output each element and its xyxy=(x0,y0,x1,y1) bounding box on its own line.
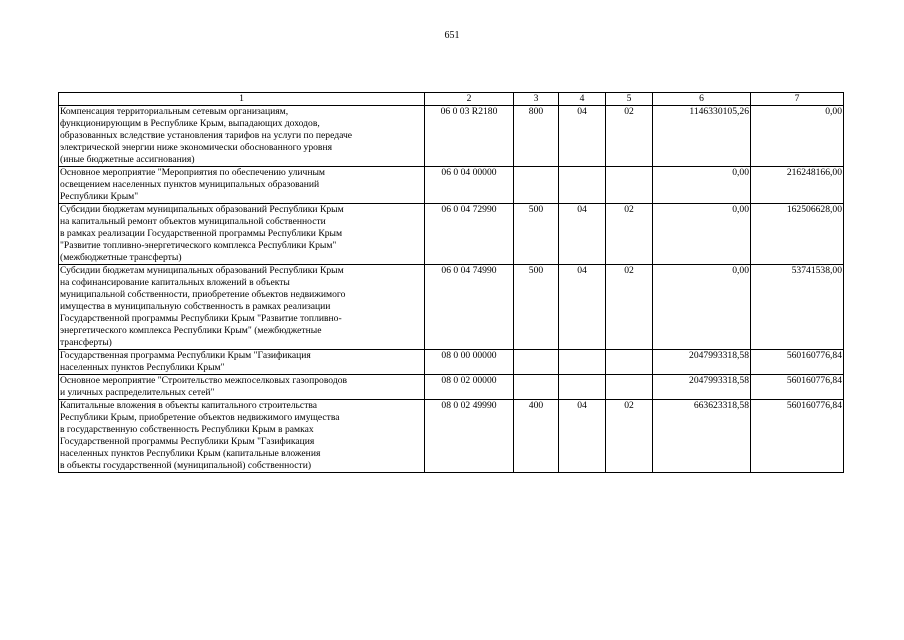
target-article-code: 06 0 04 74990 xyxy=(425,265,514,350)
section-code: 04 xyxy=(559,400,606,473)
table-row xyxy=(59,106,844,167)
expense-type-code: 500 xyxy=(514,204,559,265)
amount-column-6: 0,00 xyxy=(653,265,751,350)
target-article-code: 08 0 00 00000 xyxy=(425,350,514,375)
table-row xyxy=(59,400,844,473)
page-number: 651 xyxy=(444,30,460,41)
section-code: 04 xyxy=(559,265,606,350)
target-article-code: 08 0 02 00000 xyxy=(425,375,514,400)
column-header-6: 6 xyxy=(653,93,751,106)
target-article-code: 08 0 02 49990 xyxy=(425,400,514,473)
subsection-code: 02 xyxy=(606,400,653,473)
expense-type-code: 400 xyxy=(514,400,559,473)
amount-column-7: 162506628,00 xyxy=(751,204,844,265)
subsection-code xyxy=(606,350,653,375)
amount-column-7: 560160776,84 xyxy=(751,400,844,473)
amount-column-6: 0,00 xyxy=(653,204,751,265)
subsection-code: 02 xyxy=(606,106,653,167)
column-header-2: 2 xyxy=(425,93,514,106)
section-code: 04 xyxy=(559,106,606,167)
row-description: Субсидии бюджетам муниципальных образований Республики Крым на софинансирование капитальных вложений в объекты муниципальной собственности, приобретение объектов недвижимого имущества в муниципальную собственность в рамках реализации Государственной программы Республики Крым "Развитие топливно- энергетического комплекса Республики Крым" (межбюджетные трансферты) xyxy=(59,265,425,350)
amount-column-7: 216248166,00 xyxy=(751,167,844,204)
amount-column-6: 2047993318,58 xyxy=(653,375,751,400)
column-header-4: 4 xyxy=(559,93,606,106)
column-header-1: 1 xyxy=(59,93,425,106)
section-code: 04 xyxy=(559,204,606,265)
amount-column-7: 53741538,00 xyxy=(751,265,844,350)
column-header-5: 5 xyxy=(606,93,653,106)
row-description: Государственная программа Республики Крым "Газификация населенных пунктов Республики Крым" xyxy=(59,350,425,375)
target-article-code: 06 0 03 R2180 xyxy=(425,106,514,167)
row-description: Компенсация территориальным сетевым организациям, функционирующим в Республике Крым, выпадающих доходов, образованных вследствие установления тарифов на услуги по передаче электрической энергии ниже экономически обоснованного уровня (иные бюджетные ассигнования) xyxy=(59,106,425,167)
table-row xyxy=(59,350,844,375)
section-code xyxy=(559,375,606,400)
amount-column-6: 2047993318,58 xyxy=(653,350,751,375)
amount-column-6: 663623318,58 xyxy=(653,400,751,473)
table-row xyxy=(59,265,844,350)
expense-type-code: 800 xyxy=(514,106,559,167)
row-description: Основное мероприятие "Строительство межпоселковых газопроводов и уличных распределительных сетей" xyxy=(59,375,425,400)
amount-column-6: 1146330105,26 xyxy=(653,106,751,167)
header-row xyxy=(59,93,844,106)
subsection-code: 02 xyxy=(606,265,653,350)
amount-column-7: 560160776,84 xyxy=(751,350,844,375)
section-code xyxy=(559,167,606,204)
table-row xyxy=(59,375,844,400)
column-header-3: 3 xyxy=(514,93,559,106)
expense-type-code xyxy=(514,350,559,375)
subsection-code xyxy=(606,167,653,204)
amount-column-6: 0,00 xyxy=(653,167,751,204)
amount-column-7: 560160776,84 xyxy=(751,375,844,400)
subsection-code: 02 xyxy=(606,204,653,265)
column-header-7: 7 xyxy=(751,93,844,106)
row-description: Субсидии бюджетам муниципальных образований Республики Крым на капитальный ремонт объектов муниципальной собственности в рамках реализации Государственной программы Республики Крым "Развитие топливно-энергетического комплекса Республики Крым" (межбюджетные трансферты) xyxy=(59,204,425,265)
row-description: Основное мероприятие "Мероприятия по обеспечению уличным освещением населенных пунктов муниципальных образований Республики Крым" xyxy=(59,167,425,204)
expense-type-code xyxy=(514,375,559,400)
amount-column-7: 0,00 xyxy=(751,106,844,167)
row-description: Капитальные вложения в объекты капитального строительства Республики Крым, приобретение объектов недвижимого имущества в государственную собственность Республики Крым в рамках Государственной программы Республики Крым "Газификация населенных пунктов Республики Крым (капитальные вложения в объекты государственной (муниципальной) собственности) xyxy=(59,400,425,473)
expense-type-code: 500 xyxy=(514,265,559,350)
table-row xyxy=(59,204,844,265)
budget-table xyxy=(58,92,844,473)
target-article-code: 06 0 04 72990 xyxy=(425,204,514,265)
expense-type-code xyxy=(514,167,559,204)
subsection-code xyxy=(606,375,653,400)
target-article-code: 06 0 04 00000 xyxy=(425,167,514,204)
section-code xyxy=(559,350,606,375)
table-row xyxy=(59,167,844,204)
